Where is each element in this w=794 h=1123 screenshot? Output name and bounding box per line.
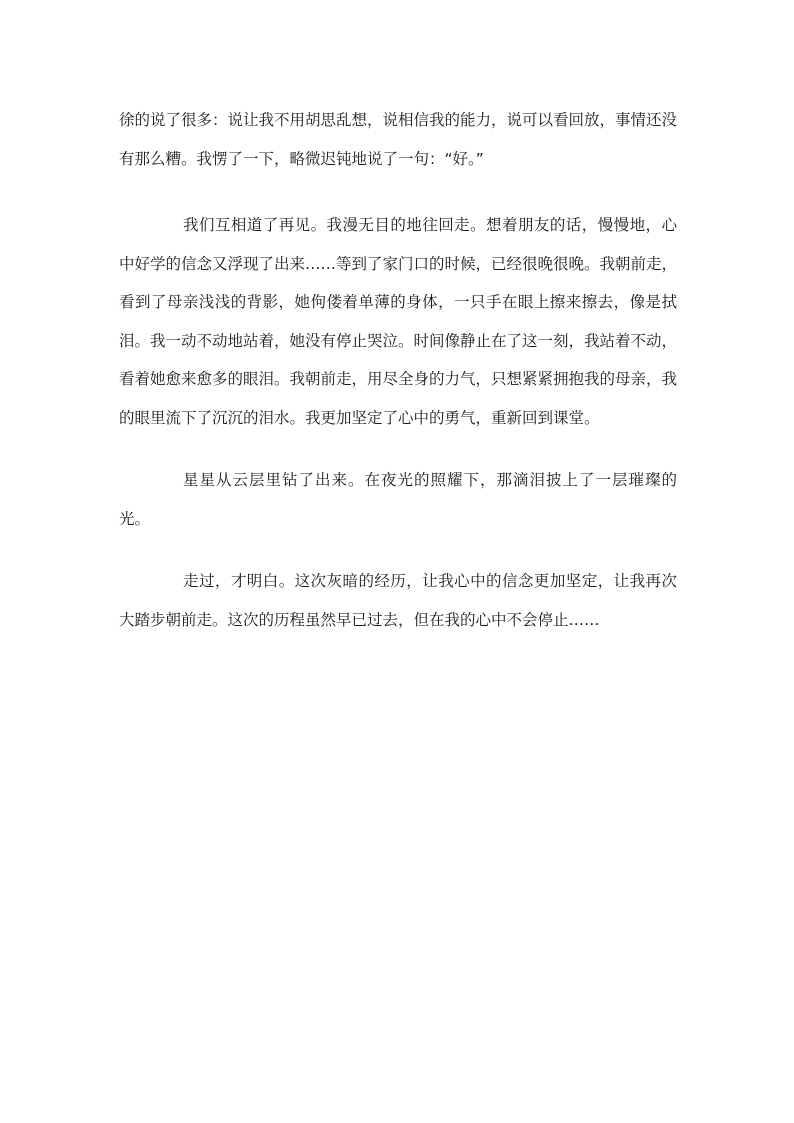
paragraph-1: 徐的说了很多：说让我不用胡思乱想，说相信我的能力，说可以看回放，事情还没有那么糟。我愣了一下，略微迟钝地说了一句：“好。” [119,111,678,168]
paragraph-2: 我们互相道了再见。我漫无目的地往回走。想着朋友的话，慢慢地，心中好学的信念又浮现了出来……等到了家门口的时候，已经很晚很晚。我朝前走，看到了母亲浅浅的背影，她佝偻着单薄的身体，一只手在眼上擦来擦去，像是拭泪。我一动不动地站着，她没有停止哭泣。时间像静止在了这一刻，我站着不动，看着她愈来愈多的眼泪。我朝前走，用尽全身的力气，只想紧紧拥抱我的母亲，我的眼里流下了沉沉的泪水。我更加坚定了心中的勇气，重新回到课堂。 [119,216,678,427]
paragraph-4: 走过，才明白。这次灰暗的经历，让我心中的信念更加坚定，让我再次大踏步朝前走。这次的历程虽然早已过去，但在我的心中不会停止…… [119,572,677,629]
document-body [119,101,677,663]
paragraph-3: 星星从云层里钻了出来。在夜光的照耀下，那滴泪披上了一层璀璨的光。 [119,471,677,528]
